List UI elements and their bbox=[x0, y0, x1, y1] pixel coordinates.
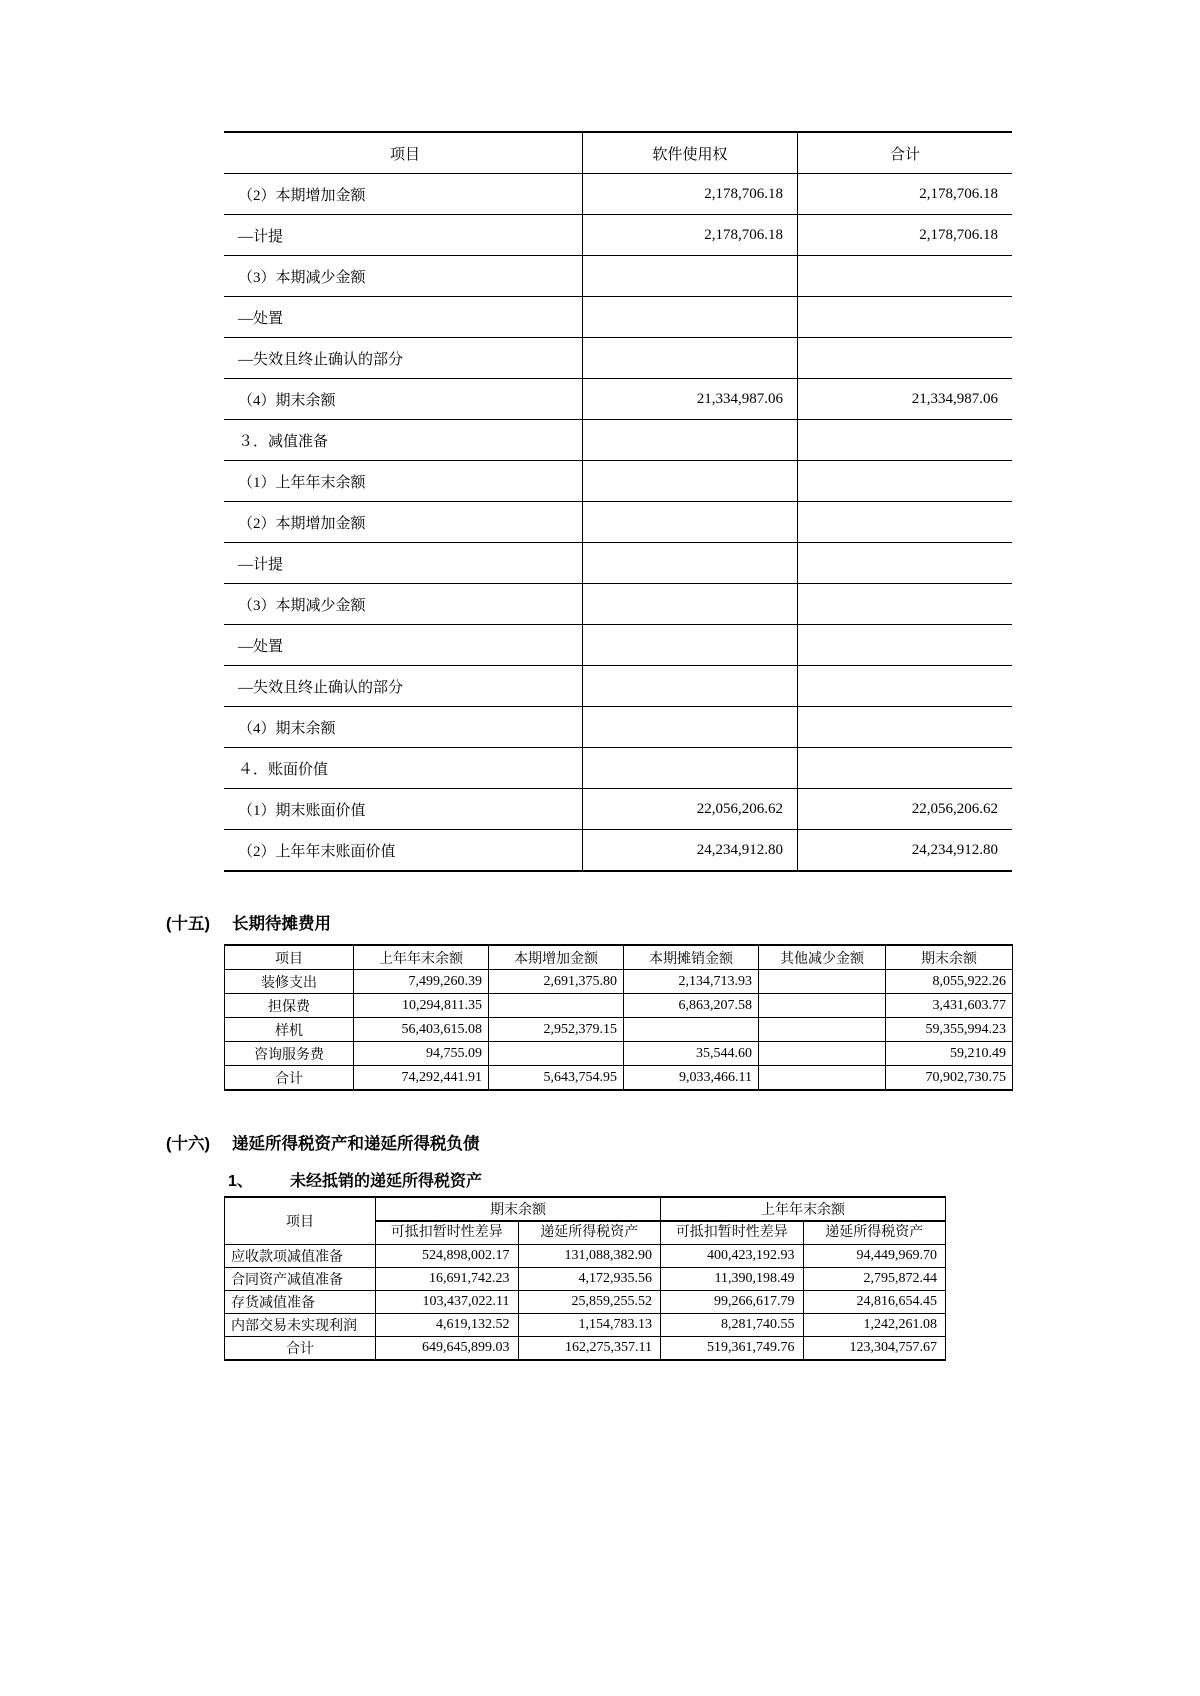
row-c2: 1,154,783.13 bbox=[518, 1314, 661, 1337]
row-value-total bbox=[798, 338, 1013, 379]
row-c1: 524,898,002.17 bbox=[376, 1245, 519, 1268]
header-item: 项目 bbox=[225, 945, 354, 970]
section-number: (十六) bbox=[166, 1135, 210, 1153]
row-c3: 6,863,207.58 bbox=[624, 994, 759, 1018]
row-value-software bbox=[583, 666, 798, 707]
row-item: （1）上年年末余额 bbox=[224, 461, 583, 502]
row-c3: 35,544.60 bbox=[624, 1042, 759, 1066]
row-value-total: 2,178,706.18 bbox=[798, 174, 1013, 215]
longterm-prepaid-table bbox=[224, 944, 1013, 1091]
header-prev-year-end-balance: 上年年末余额 bbox=[354, 945, 489, 970]
table-row bbox=[224, 174, 1012, 215]
row-value-software bbox=[583, 338, 798, 379]
row-c2 bbox=[489, 994, 624, 1018]
row-c4: 2,795,872.44 bbox=[803, 1268, 946, 1291]
row-item: —处置 bbox=[224, 297, 583, 338]
header-total: 合计 bbox=[798, 132, 1013, 174]
table-row-total bbox=[225, 1337, 946, 1361]
row-c2: 2,691,375.80 bbox=[489, 970, 624, 994]
section-number: (十五) bbox=[166, 915, 210, 933]
row-item: 存货减值准备 bbox=[225, 1291, 376, 1314]
header-software-use-right: 软件使用权 bbox=[583, 132, 798, 174]
subsection-heading-1 bbox=[228, 1168, 482, 1191]
row-item: —失效且终止确认的部分 bbox=[224, 338, 583, 379]
row-c5: 59,355,994.23 bbox=[886, 1018, 1013, 1042]
header-deductible-temp-diff-current: 可抵扣暂时性差异 bbox=[376, 1221, 519, 1245]
row-item: （4）期末余额 bbox=[224, 707, 583, 748]
table-row bbox=[225, 994, 1013, 1018]
table-row bbox=[224, 584, 1012, 625]
row-value-total bbox=[798, 666, 1013, 707]
longterm-prepaid-table-wrapper bbox=[224, 944, 1006, 1091]
subsection-number: 1、 bbox=[228, 1173, 253, 1190]
table-row bbox=[225, 1268, 946, 1291]
intangible-assets-table bbox=[224, 131, 1012, 872]
row-c5: 59,210.49 bbox=[886, 1042, 1013, 1066]
row-value-software: 21,334,987.06 bbox=[583, 379, 798, 420]
table-row bbox=[224, 256, 1012, 297]
deferred-tax-assets-table bbox=[224, 1196, 946, 1361]
header-deferred-tax-asset-current: 递延所得税资产 bbox=[518, 1221, 661, 1245]
row-item: 装修支出 bbox=[225, 970, 354, 994]
row-c3: 400,423,192.93 bbox=[661, 1245, 804, 1268]
row-value-software bbox=[583, 297, 798, 338]
header-item: 项目 bbox=[225, 1197, 376, 1245]
row-value-total bbox=[798, 502, 1013, 543]
table-row bbox=[224, 461, 1012, 502]
row-value-software bbox=[583, 461, 798, 502]
table-row-total bbox=[225, 1066, 1013, 1091]
row-value-software bbox=[583, 748, 798, 789]
row-value-software bbox=[583, 625, 798, 666]
row-item: 合同资产减值准备 bbox=[225, 1268, 376, 1291]
row-c2 bbox=[489, 1042, 624, 1066]
section-title: 递延所得税资产和递延所得税负债 bbox=[232, 1135, 480, 1153]
row-c5: 3,431,603.77 bbox=[886, 994, 1013, 1018]
row-value-total: 24,234,912.80 bbox=[798, 830, 1013, 872]
table-header-row bbox=[224, 132, 1012, 174]
row-c2: 4,172,935.56 bbox=[518, 1268, 661, 1291]
row-value-total: 2,178,706.18 bbox=[798, 215, 1013, 256]
table-row bbox=[224, 830, 1012, 872]
table-row bbox=[224, 338, 1012, 379]
row-value-total: 22,056,206.62 bbox=[798, 789, 1013, 830]
row-c1: 94,755.09 bbox=[354, 1042, 489, 1066]
header-ending-balance: 期末余额 bbox=[886, 945, 1013, 970]
row-value-software bbox=[583, 256, 798, 297]
row-item: （2）本期增加金额 bbox=[224, 502, 583, 543]
table-row bbox=[225, 1291, 946, 1314]
table-row bbox=[224, 297, 1012, 338]
row-value-software bbox=[583, 707, 798, 748]
row-c4 bbox=[759, 1042, 886, 1066]
table-row bbox=[224, 502, 1012, 543]
row-value-software bbox=[583, 420, 798, 461]
table-row bbox=[224, 379, 1012, 420]
header-deferred-tax-asset-prev: 递延所得税资产 bbox=[803, 1221, 946, 1245]
row-item: 应收款项减值准备 bbox=[225, 1245, 376, 1268]
row-item: 合计 bbox=[225, 1066, 354, 1091]
row-value-total bbox=[798, 543, 1013, 584]
row-c5: 8,055,922.26 bbox=[886, 970, 1013, 994]
row-c4 bbox=[759, 1066, 886, 1091]
table-row bbox=[224, 666, 1012, 707]
row-value-total bbox=[798, 584, 1013, 625]
table-row bbox=[224, 420, 1012, 461]
header-deductible-temp-diff-prev: 可抵扣暂时性差异 bbox=[661, 1221, 804, 1245]
section-heading-16 bbox=[166, 1130, 480, 1154]
row-item: ４．账面价值 bbox=[224, 748, 583, 789]
row-item: 担保费 bbox=[225, 994, 354, 1018]
header-other-decrease: 其他减少金额 bbox=[759, 945, 886, 970]
row-c4: 94,449,969.70 bbox=[803, 1245, 946, 1268]
section-title: 长期待摊费用 bbox=[232, 915, 331, 933]
row-item: （3）本期减少金额 bbox=[224, 256, 583, 297]
header-group-prev-year-end-balance: 上年年末余额 bbox=[661, 1197, 946, 1221]
row-c3: 2,134,713.93 bbox=[624, 970, 759, 994]
deferred-tax-assets-table-wrapper bbox=[224, 1196, 946, 1361]
row-item: 合计 bbox=[225, 1337, 376, 1361]
row-value-software bbox=[583, 584, 798, 625]
table-row bbox=[224, 789, 1012, 830]
table-row bbox=[224, 625, 1012, 666]
row-item: ３．减值准备 bbox=[224, 420, 583, 461]
row-value-total bbox=[798, 461, 1013, 502]
row-c1: 16,691,742.23 bbox=[376, 1268, 519, 1291]
row-c4: 1,242,261.08 bbox=[803, 1314, 946, 1337]
row-c4 bbox=[759, 994, 886, 1018]
row-item: （2）上年年末账面价值 bbox=[224, 830, 583, 872]
table-row bbox=[225, 970, 1013, 994]
row-c3: 11,390,198.49 bbox=[661, 1268, 804, 1291]
row-c1: 4,619,132.52 bbox=[376, 1314, 519, 1337]
row-item: —计提 bbox=[224, 543, 583, 584]
row-c1: 10,294,811.35 bbox=[354, 994, 489, 1018]
row-value-total bbox=[798, 297, 1013, 338]
row-value-software: 2,178,706.18 bbox=[583, 174, 798, 215]
row-c2: 25,859,255.52 bbox=[518, 1291, 661, 1314]
row-c1: 649,645,899.03 bbox=[376, 1337, 519, 1361]
row-c4 bbox=[759, 1018, 886, 1042]
row-value-software: 22,056,206.62 bbox=[583, 789, 798, 830]
row-value-software bbox=[583, 502, 798, 543]
table-row bbox=[225, 1314, 946, 1337]
header-group-ending-balance: 期末余额 bbox=[376, 1197, 661, 1221]
subsection-title: 未经抵销的递延所得税资产 bbox=[290, 1173, 483, 1190]
header-current-increase: 本期增加金额 bbox=[489, 945, 624, 970]
row-value-total bbox=[798, 420, 1013, 461]
row-item: （4）期末余额 bbox=[224, 379, 583, 420]
row-c5: 70,902,730.75 bbox=[886, 1066, 1013, 1091]
row-c3: 8,281,740.55 bbox=[661, 1314, 804, 1337]
row-value-total bbox=[798, 748, 1013, 789]
header-item: 项目 bbox=[224, 132, 583, 174]
row-c3: 9,033,466.11 bbox=[624, 1066, 759, 1091]
row-item: 咨询服务费 bbox=[225, 1042, 354, 1066]
row-value-total bbox=[798, 256, 1013, 297]
row-value-total bbox=[798, 707, 1013, 748]
row-item: —计提 bbox=[224, 215, 583, 256]
row-c2: 131,088,382.90 bbox=[518, 1245, 661, 1268]
row-c4: 24,816,654.45 bbox=[803, 1291, 946, 1314]
section-heading-15 bbox=[166, 910, 331, 934]
row-item: —处置 bbox=[224, 625, 583, 666]
row-c3: 519,361,749.76 bbox=[661, 1337, 804, 1361]
row-value-total bbox=[798, 625, 1013, 666]
row-c1: 7,499,260.39 bbox=[354, 970, 489, 994]
row-c3 bbox=[624, 1018, 759, 1042]
row-item: —失效且终止确认的部分 bbox=[224, 666, 583, 707]
row-value-software: 2,178,706.18 bbox=[583, 215, 798, 256]
table-header-row bbox=[225, 945, 1013, 970]
row-item: （2）本期增加金额 bbox=[224, 174, 583, 215]
row-c1: 56,403,615.08 bbox=[354, 1018, 489, 1042]
header-current-amortization: 本期摊销金额 bbox=[624, 945, 759, 970]
row-item: 样机 bbox=[225, 1018, 354, 1042]
table-row bbox=[224, 543, 1012, 584]
row-value-software: 24,234,912.80 bbox=[583, 830, 798, 872]
row-c4: 123,304,757.67 bbox=[803, 1337, 946, 1361]
table-row bbox=[225, 1245, 946, 1268]
table-row bbox=[224, 215, 1012, 256]
row-c4 bbox=[759, 970, 886, 994]
row-item: （1）期末账面价值 bbox=[224, 789, 583, 830]
row-c2: 162,275,357.11 bbox=[518, 1337, 661, 1361]
table-row bbox=[224, 748, 1012, 789]
row-value-total: 21,334,987.06 bbox=[798, 379, 1013, 420]
table-row bbox=[225, 1042, 1013, 1066]
intangible-assets-table-wrapper bbox=[224, 131, 998, 872]
table-row bbox=[225, 1018, 1013, 1042]
row-c2: 5,643,754.95 bbox=[489, 1066, 624, 1091]
row-c3: 99,266,617.79 bbox=[661, 1291, 804, 1314]
row-item: （3）本期减少金额 bbox=[224, 584, 583, 625]
row-c1: 103,437,022.11 bbox=[376, 1291, 519, 1314]
row-item: 内部交易未实现利润 bbox=[225, 1314, 376, 1337]
row-c1: 74,292,441.91 bbox=[354, 1066, 489, 1091]
row-c2: 2,952,379.15 bbox=[489, 1018, 624, 1042]
table-group-header-row bbox=[225, 1197, 946, 1221]
table-row bbox=[224, 707, 1012, 748]
row-value-software bbox=[583, 543, 798, 584]
